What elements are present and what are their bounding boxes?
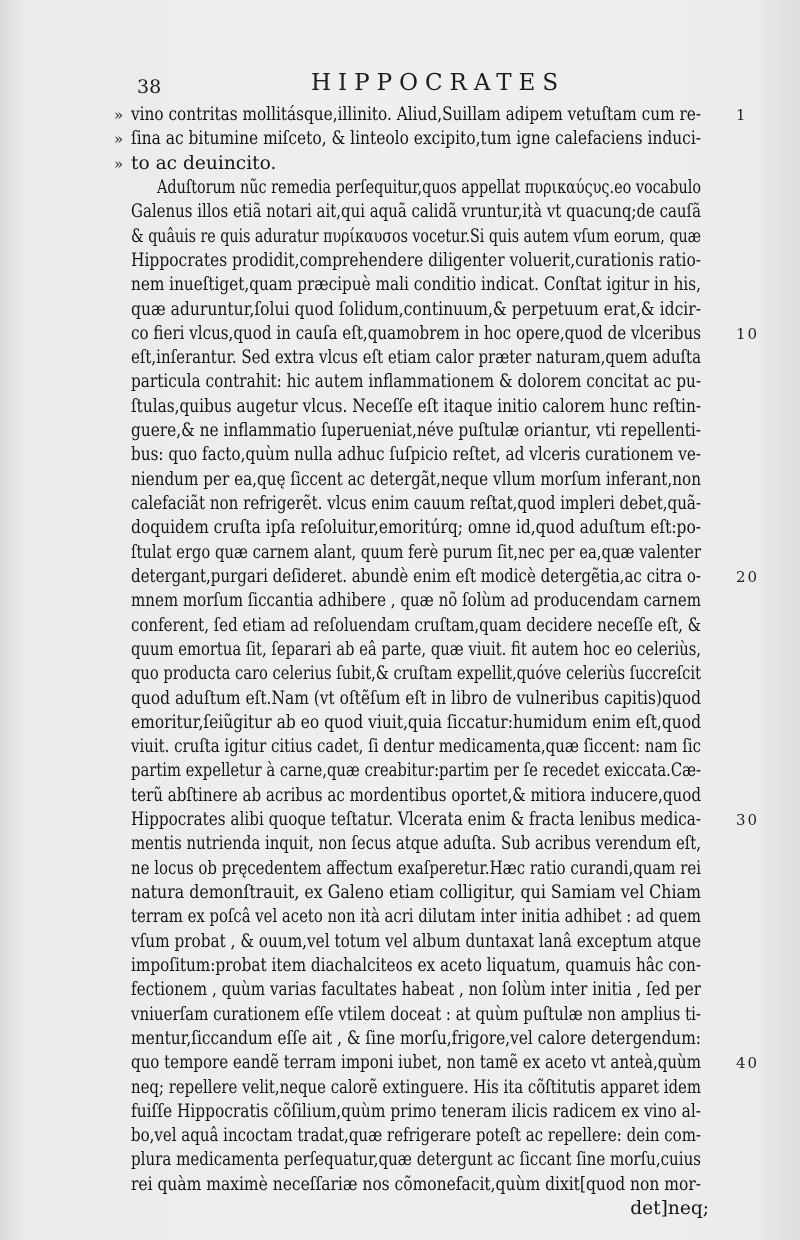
line-text: & quâuis re quis aduratur πυρίκαυσοs vocetur.Si quis autem vſum eorum, quæ bbox=[131, 225, 701, 247]
line-number: 40 bbox=[736, 1054, 760, 1073]
text-line bbox=[131, 905, 731, 929]
line-number: 10 bbox=[736, 324, 760, 343]
text-line bbox=[131, 322, 760, 346]
line-text: guere,& ne inflammatio ſuperueniat,néve puſtulæ oriantur, vti repellenti- bbox=[131, 420, 701, 442]
line-text: mentur,ſiccandum eſſe ait , & ſine morſu,frigore,vel calore detergendum: bbox=[131, 1027, 701, 1049]
line-text: vniuerſam curationem eſſe vtilem doceat : at quùm puſtulæ non amplius ti- bbox=[131, 1003, 701, 1025]
text-line bbox=[131, 1148, 731, 1172]
line-text: co fieri vlcus,quod in cauſa eſt,quamobrem in hoc opere,quod de vlceribus bbox=[131, 322, 701, 344]
body-text bbox=[114, 103, 760, 1221]
text-line bbox=[131, 468, 731, 492]
line-text: quod aduſtum eſt.Nam (vt oſtẽſum eſt in libro de vulneribus capitis)quod bbox=[131, 687, 701, 709]
line-text: niendum per ea,quę ſiccent ac detergãt,neque vllum morſum inferant,non bbox=[131, 468, 701, 490]
line-text: doquidem cruſta ipſa reſoluitur,emoritúrq; omne id,quod aduſtum eſt:po- bbox=[131, 517, 701, 539]
line-text: bus: quo facto,quùm nulla adhuc ſuſpicio reſtet, ad vlceris curationem ve- bbox=[131, 444, 701, 466]
running-head: HIPPOCRATES bbox=[311, 70, 566, 96]
line-text: terũ abſtinere ab acribus ac mordentibus oportet,& mitiora inducere,quod bbox=[131, 784, 701, 806]
text-line bbox=[131, 1197, 731, 1221]
line-number: 1 bbox=[736, 106, 748, 124]
text-line bbox=[131, 395, 731, 419]
line-text: detergant,purgari deſideret. abundè enim eſt modicè detergẽtia,ac citra o- bbox=[131, 565, 701, 587]
text-line bbox=[131, 176, 731, 200]
line-text: mentis nutrienda inquit, non ſecus atque aduſta. Sub acribus verendum eſt, bbox=[131, 833, 701, 855]
text-line bbox=[114, 103, 748, 127]
line-text: conferent, ſed etiam ad reſoluendam cruſtam,quam decidere neceſſe eſt, & bbox=[131, 614, 701, 636]
line-text: eſt,inſerantur. Sed extra vlcus eſt etiam calor præter naturam,quem aduſta bbox=[131, 347, 701, 369]
text-line bbox=[131, 759, 731, 783]
line-text: quæ aduruntur,ſolui quod ſolidum,continuum,& perpetuum erat,& idcir- bbox=[131, 298, 701, 320]
line-text: mnem morſum ſiccantia adhibere , quæ nõ ſolùm ad producendam carnem bbox=[131, 590, 701, 612]
line-text: ſtulas,quibus augetur vlcus. Neceſſe eſt itaque initio calorem hunc reſtin- bbox=[131, 395, 701, 417]
line-text: fectionem , quùm varias facultates habeat , non ſolùm inter initia , ſed per bbox=[131, 979, 701, 1001]
text-line bbox=[131, 589, 731, 613]
text-line bbox=[114, 152, 731, 176]
text-line bbox=[131, 930, 731, 954]
line-text: Hippocrates prodidit,comprehendere diligenter voluerit,curationis ratio- bbox=[131, 249, 701, 271]
text-line bbox=[131, 492, 731, 516]
text-line bbox=[131, 784, 731, 808]
text-line bbox=[131, 1003, 731, 1027]
line-text: terram ex poſcâ vel aceto non ità acri dilutam inter initia adhibet : ad quem bbox=[131, 906, 701, 928]
text-line bbox=[131, 638, 731, 662]
line-text: vino contritas mollitásque,illinito. Aliud,Suillam adipem vetuſtam cum re- bbox=[131, 104, 701, 125]
line-text: ſina ac bitumine miſceto, & linteolo excipito,tum igne calefaciens induci- bbox=[131, 128, 701, 150]
line-text: nem inueſtiget,quam præcipuè mali conditio indicat. Conſtat igitur in his, bbox=[131, 274, 701, 296]
text-line bbox=[131, 711, 731, 735]
line-text: plura medicamenta perſequatur,quæ detergunt ac ſiccant ſine morſu,cuius bbox=[131, 1149, 701, 1171]
text-line bbox=[131, 1100, 731, 1124]
text-line bbox=[131, 1076, 731, 1100]
text-line bbox=[131, 808, 760, 832]
line-text: neq; repellere velit,neque calorẽ extinguere. His ita cõſtitutis apparet idem bbox=[131, 1076, 701, 1098]
line-text: emoritur,ſeiũgitur ab eo quod viuit,quia ſiccatur:humidum enim eſt,quod bbox=[131, 711, 701, 733]
text-line bbox=[131, 687, 731, 711]
text-line bbox=[131, 443, 731, 467]
text-line bbox=[131, 273, 731, 297]
text-line bbox=[131, 541, 731, 565]
line-text: natura demonſtrauit, ex Galeno etiam colligitur, qui Samiam vel Chiam bbox=[131, 882, 701, 903]
line-text: Galenus illos etiã notari ait,qui aquã calidã vruntur,ità vt quacunq;de cauſã bbox=[131, 201, 701, 223]
line-text: fuiſſe Hippocratis cõſilium,quùm primo teneram ilicis radicem ex vino al- bbox=[131, 1100, 701, 1122]
text-line bbox=[131, 298, 731, 322]
text-line bbox=[131, 832, 731, 856]
text-line bbox=[131, 662, 731, 686]
line-text: viuit. cruſta igitur citius cadet, ſi dentur medicamenta,quæ ſiccent: nam ſic bbox=[131, 736, 701, 758]
line-text: rei quàm maximè neceſſariæ nos cõmonefacit,quùm dixit[quod non mor- bbox=[131, 1173, 701, 1195]
text-line bbox=[131, 200, 731, 224]
line-number: 20 bbox=[736, 567, 760, 586]
line-text: vſum probat , & ouum,vel totum vel album duntaxat lanâ exceptum atque bbox=[131, 930, 701, 952]
line-text: bo,vel aquâ incoctam tradat,quæ refrigerare poteſt ac repellere: dein com- bbox=[131, 1125, 701, 1147]
line-text: ſtulat ergo quæ carnem alant, quum ferè purum ſit,nec per ea,quæ valenter bbox=[131, 541, 701, 563]
text-line bbox=[131, 1124, 731, 1148]
text-line bbox=[131, 735, 731, 759]
line-text: det]neq; bbox=[630, 1198, 709, 1220]
text-line bbox=[131, 1027, 731, 1051]
text-line bbox=[131, 881, 731, 905]
text-line bbox=[131, 614, 731, 638]
text-line bbox=[131, 346, 731, 370]
line-text: quo producta caro celerius ſubit,& cruſtam expellit,quóve celeriùs ſuccreſcit bbox=[131, 663, 701, 685]
quotation-marker: » bbox=[114, 154, 124, 173]
line-text: particula contrahit: hic autem inflammationem & dolorem concitat ac pu- bbox=[131, 371, 701, 393]
line-text: partim expelletur à carne,quæ creabitur:partim per ſe recedet exiccata.Cæ- bbox=[131, 760, 701, 782]
line-text: to ac deuincito. bbox=[131, 152, 277, 174]
text-line bbox=[131, 1051, 760, 1075]
line-text: Aduſtorum nũc remedia perſequitur,quos appellat πυρικαύςυς.eo vocabulo bbox=[157, 176, 701, 198]
text-line bbox=[131, 516, 731, 540]
line-text: Hippocrates alibi quoque teſtatur. Vlcerata enim & fracta lenibus medica- bbox=[131, 809, 701, 831]
line-text: impoſitum:probat item diachalciteos ex aceto liquatum, quamuis hâc con- bbox=[131, 954, 701, 976]
text-line bbox=[114, 127, 731, 151]
text-line bbox=[131, 249, 731, 273]
text-line bbox=[131, 857, 731, 881]
text-line bbox=[131, 565, 760, 589]
line-text: quo tempore eandẽ terram imponi iubet, non tamẽ ex aceto vt anteà,quùm bbox=[131, 1052, 701, 1074]
quotation-marker: » bbox=[114, 130, 124, 149]
page-number: 38 bbox=[137, 76, 162, 98]
line-number: 30 bbox=[736, 811, 760, 830]
text-line bbox=[131, 1173, 731, 1197]
text-line bbox=[131, 225, 731, 249]
text-line bbox=[131, 419, 731, 443]
text-line bbox=[131, 370, 731, 394]
quotation-marker: » bbox=[114, 106, 124, 124]
line-text: calefaciãt non refrigerẽt. vlcus enim cauum reſtat,quod impleri debet,quã- bbox=[131, 493, 701, 514]
text-line bbox=[131, 978, 731, 1002]
line-text: quum emortua ſit, ſeparari ab eâ parte, quæ viuit. fit autem hoc eo celeriùs, bbox=[131, 638, 701, 660]
text-line bbox=[131, 954, 731, 978]
line-text: ne locus ob pręcedentem affectum exaſperetur.Hæc ratio curandi,quam rei bbox=[131, 857, 701, 879]
